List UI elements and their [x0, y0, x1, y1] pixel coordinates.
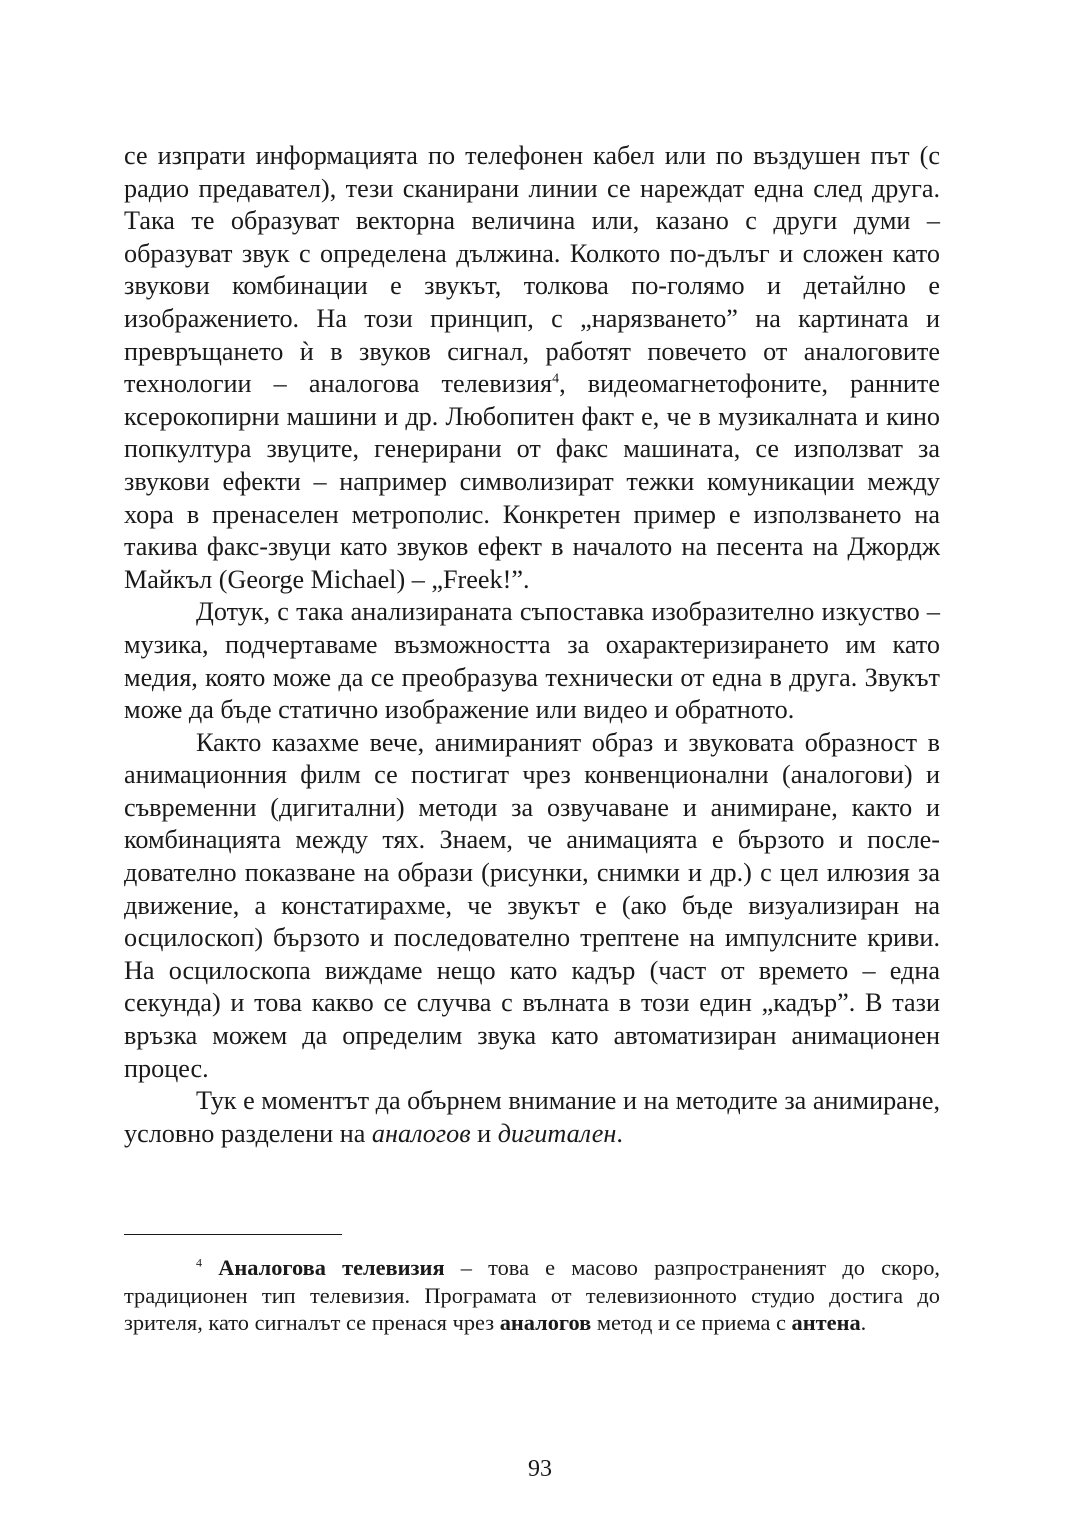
paragraph-1-text-a: се изпрати информацията по телефонен кабел или по въздушен път (с радио предавател), тези сканирани линии се нареждат една след друга. Така те образуват векторна величина или, казано с други думи – образуват звук с определена дължина. Колкото по-дълъг и сложен като звукови комбинации е звукът, толкова по-голямо и детайлно е изображението. На този принцип, с „нарязването” на картината и превръщането ѝ в звуков сигнал, работят повечето от аналоговите технологии – аналогова телевизия	[124, 141, 940, 399]
term-digital: дигитален	[497, 1118, 617, 1148]
paragraph-4-text-b: и	[470, 1118, 498, 1148]
paragraph-1-text-b: , видеомагнетофоните, ранните ксерокопирни машини и др. Любопитен факт е, че в музикалната и кино попкултура звуците, генерирани от факс машината, се използват за звукови ефекти – например символизират тежки комуникации между хора в пренаселен метрополис. Конкретен пример е използването на такива факс-звуци като звуков ефект в началото на песента на Джордж Майкъл (George Michael) – „Freek!”.	[124, 369, 940, 594]
paragraph-2: Дотук, с така анализираната съпоставка изобразително изкуство – музика, подчертаваме възможността за охарактеризирането им като медия, която може да се преобразува технически от една в друга. Звукът може да бъде статично изображение или видео и обратното.	[124, 597, 940, 725]
footnote-text-2: метод и се приема с	[591, 1310, 792, 1336]
footnote-text-1: – това е масово разпространеният до скоро, традиционен тип телевизия. Програмата от телевизионното студио достига до зрителя, като сигналът се пренася чрез	[124, 1255, 940, 1336]
paragraph-4-text-a: Тук е моментът да обърнем внимание и на методите за анимиране, условно разделени на	[124, 1086, 940, 1148]
paragraph-4	[124, 1085, 940, 1150]
paragraph-4-text-c: .	[616, 1118, 623, 1148]
footnote-separator	[124, 1234, 342, 1235]
page-number: 93	[528, 1456, 552, 1482]
term-analog: аналогов	[371, 1118, 471, 1148]
paragraph-1	[124, 140, 940, 596]
footnote-text-3: .	[860, 1310, 867, 1336]
footnote-number: 4	[196, 1255, 202, 1270]
footnote-bold-antenna: антена	[791, 1310, 861, 1336]
footnote-text	[124, 1254, 940, 1337]
paragraph-3: Както казахме вече, анимираният образ и звуковата образност в анимационния филм се постигат чрез конвенционални (аналогови) и съвременни (дигитални) методи за озвучаване и анимиране, както и комбинацията между тях. Знаем, че анимацията е бързото и последователно показване на образи (рисунки, снимки и др.) с цел илюзия за движение, а констатирахме, че звукът е (ако бъде визуализиран на осцилоскоп) бързото и последователно трептене на импулсните криви. На осцилоскопа виждаме нещо като кадър (част от времето – една секунда) и това какво се случва с вълната в този един „кадър”. В тази връзка можем да определим звука като автоматизиран анимационен процес.	[124, 727, 940, 1083]
footnote-4	[124, 1254, 940, 1337]
footnote-term: Аналогова телевизия	[218, 1255, 445, 1280]
footnote-reference-4[interactable]: 4	[552, 371, 560, 387]
footnote-bold-analog: аналогов	[499, 1310, 592, 1336]
main-text	[124, 140, 940, 1150]
